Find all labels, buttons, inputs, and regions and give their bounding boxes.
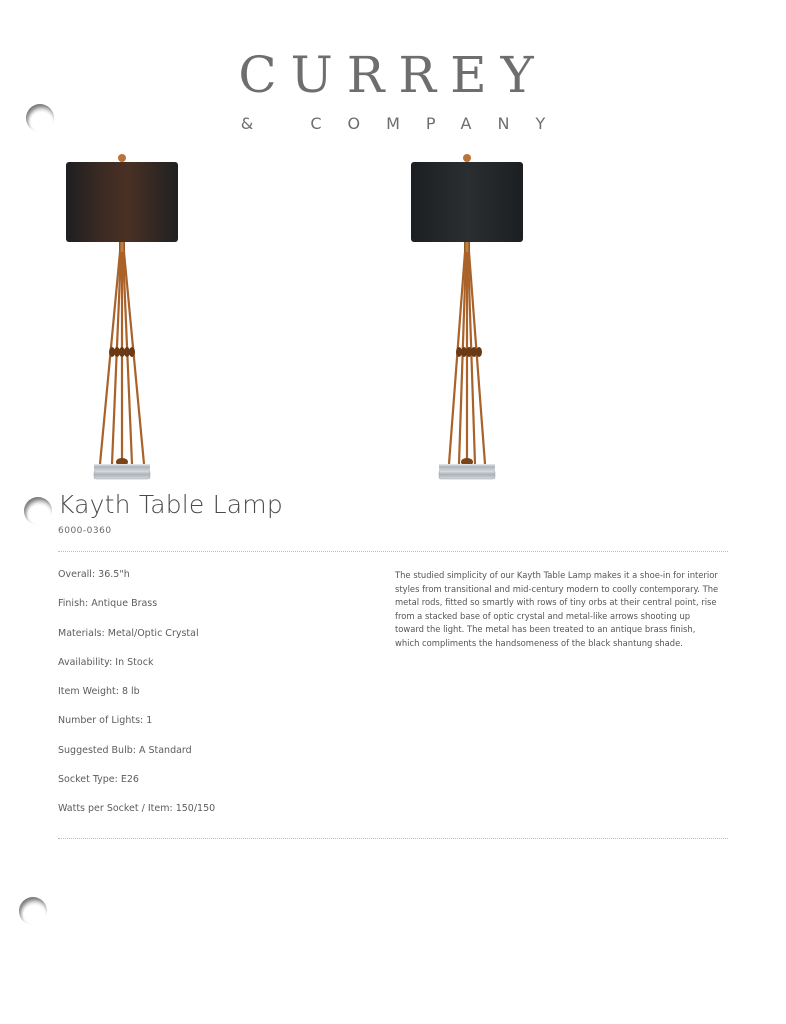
spec-watts: Watts per Socket / Item: 150/150	[58, 803, 216, 815]
punch-hole-top	[26, 104, 54, 132]
spec-item-weight: Item Weight: 8 lb	[58, 686, 140, 698]
spec-availability: Availability: In Stock	[58, 656, 154, 668]
product-sku: 6000-0360	[58, 526, 112, 536]
divider-top	[58, 551, 728, 552]
punch-hole-bottom	[19, 897, 47, 925]
spec-suggested-bulb: Suggested Bulb: A Standard	[58, 744, 192, 756]
divider-bottom	[58, 838, 728, 839]
brand-name: CURREY	[238, 46, 548, 104]
product-description: The studied simplicity of our Kayth Table Lamp makes it a shoe-in for interior styles from transitional and mid-century modern to coolly contemporary. The metal rods, fitted so smartly with rows of tiny orbs at their central point, rise from a stacked base of optic crystal and metal-like arrows shooting up toward the light. The metal has been treated to an antique brass finish, which compliments the handsomeness of the black shantung shade.	[395, 570, 719, 648]
spec-finish: Finish: Antique Brass	[58, 598, 158, 610]
brand-subtitle: & COMPANY	[240, 114, 572, 133]
lamp-image-angle	[407, 152, 527, 482]
product-title: Kayth Table Lamp	[58, 490, 283, 519]
spec-number-of-lights: Number of Lights: 1	[58, 715, 153, 727]
lamp-image-front	[62, 152, 182, 482]
spec-materials: Materials: Metal/Optic Crystal	[58, 627, 199, 639]
spec-list	[58, 569, 215, 833]
spec-socket-type: Socket Type: E26	[58, 774, 139, 786]
spec-overall: Overall: 36.5"h	[58, 569, 130, 580]
punch-hole-middle	[24, 497, 52, 525]
